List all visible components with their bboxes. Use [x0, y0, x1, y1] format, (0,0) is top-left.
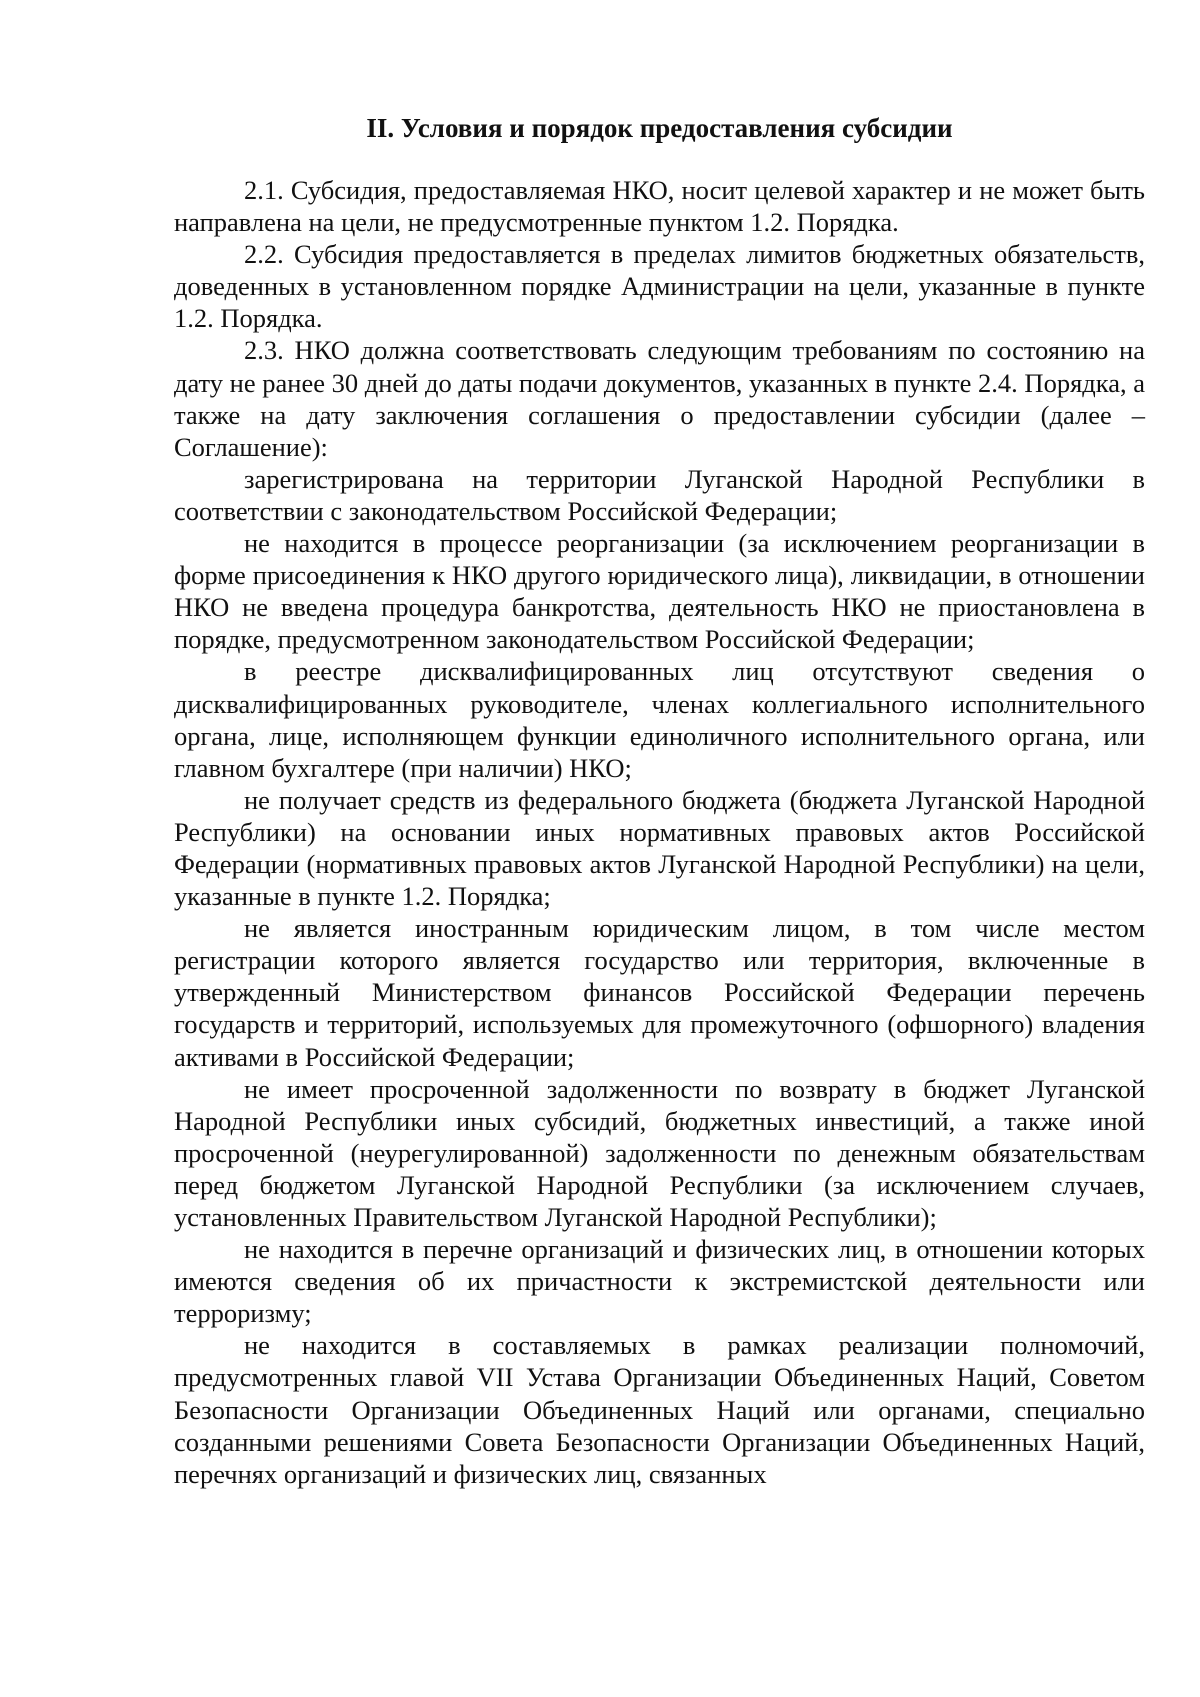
requirement-item: не находится в перечне организаций и физических лиц, в отношении которых имеются сведения об их причастности к экстремистской деятельности или терроризму;: [174, 1234, 1145, 1329]
paragraph-2-3: 2.3. НКО должна соответствовать следующим требованиям по состоянию на дату не ранее 30 дней до даты подачи документов, указанных в пункте 2.4. Порядка, а также на дату заключения соглашения о предоставлении субсидии (далее – Соглашение):: [174, 335, 1145, 462]
requirement-item: в реестре дисквалифицированных лиц отсутствуют сведения о дисквалифицированных руководителе, членах коллегиального исполнительного органа, лице, исполняющем функции единоличного исполнительного органа, или главном бухгалтере (при наличии) НКО;: [174, 656, 1145, 783]
requirement-item: не находится в составляемых в рамках реализации полномочий, предусмотренных главой VII Устава Организации Объединенных Наций, Советом Безопасности Организации Объединенных Наций или органами, специально созданными решениями Совета Безопасности Организации Объединенных Наций, перечнях организаций и физических лиц, связанных: [174, 1330, 1145, 1489]
document-body: [174, 112, 1145, 1490]
requirement-item: не является иностранным юридическим лицом, в том числе местом регистрации которого является государство или территория, включенные в утвержденный Министерством финансов Российской Федерации перечень государств и территорий, используемых для промежуточного (офшорного) владения активами в Российской Федерации;: [174, 913, 1145, 1072]
requirement-item: зарегистрирована на территории Луганской Народной Республики в соответствии с законодательством Российской Федерации;: [174, 463, 1145, 526]
section-heading: II. Условия и порядок предоставления субсидии: [366, 113, 953, 143]
requirement-item: не имеет просроченной задолженности по возврату в бюджет Луганской Народной Республики иных субсидий, бюджетных инвестиций, а также иной просроченной (неурегулированной) задолженности по денежным обязательствам перед бюджетом Луганской Народной Республики (за исключением случаев, установленных Правительством Луганской Народной Республики);: [174, 1073, 1145, 1232]
paragraph-2-1: 2.1. Субсидия, предоставляемая НКО, носит целевой характер и не может быть направлена на цели, не предусмотренные пунктом 1.2. Порядка.: [174, 175, 1145, 238]
requirement-item: не получает средств из федерального бюджета (бюджета Луганской Народной Республики) на основании иных нормативных правовых актов Российской Федерации (нормативных правовых актов Луганской Народной Республики) на цели, указанные в пункте 1.2. Порядка;: [174, 784, 1145, 912]
paragraph-2-2: 2.2. Субсидия предоставляется в пределах лимитов бюджетных обязательств, доведенных в установленном порядке Администрации на цели, указанные в пункте 1.2. Порядка.: [174, 239, 1145, 334]
requirement-item: не находится в процессе реорганизации (за исключением реорганизации в форме присоединения к НКО другого юридического лица), ликвидации, в отношении НКО не введена процедура банкротства, деятельность НКО не приостановлена в порядке, предусмотренном законодательством Российской Федерации;: [174, 528, 1145, 655]
